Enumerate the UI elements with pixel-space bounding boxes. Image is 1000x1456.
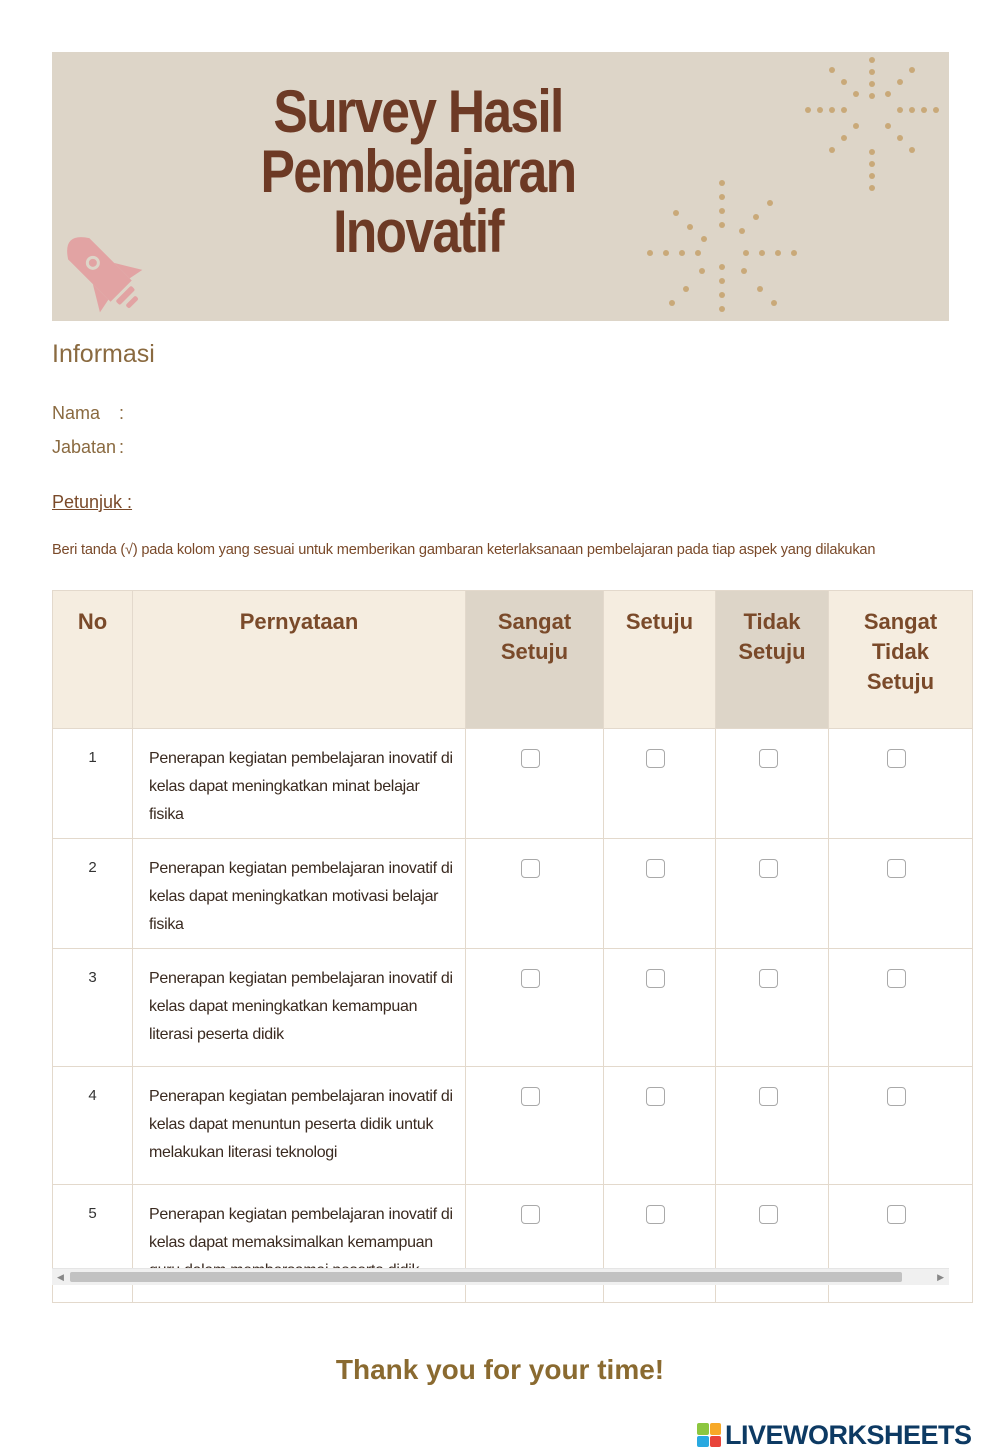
name-label: Nama (52, 403, 101, 423)
title-line-2: Pembelajaran Inovatif (260, 138, 576, 265)
checkbox-strongly-disagree[interactable] (887, 1087, 906, 1106)
checkbox-strongly-agree[interactable] (521, 859, 540, 878)
table-row (53, 949, 973, 1067)
checkbox-strongly-disagree[interactable] (887, 749, 906, 768)
header-no: No (53, 591, 133, 729)
survey-table-container[interactable] (52, 590, 949, 1268)
header-disagree: Tidak Setuju (716, 591, 829, 729)
checkbox-agree[interactable] (646, 969, 665, 988)
row-number: 2 (53, 839, 133, 949)
checkbox-strongly-disagree[interactable] (887, 859, 906, 878)
title-line-1: Survey Hasil (273, 78, 563, 145)
header-banner (52, 52, 949, 321)
checkbox-strongly-agree[interactable] (521, 1205, 540, 1224)
name-field (52, 403, 124, 424)
checkbox-disagree[interactable] (759, 1205, 778, 1224)
page-title (158, 78, 678, 265)
row-number: 3 (53, 949, 133, 1067)
row-statement: Penerapan kegiatan pembelajaran inovatif di kelas dapat meningkatkan kemampuan literasi peserta didik (133, 949, 466, 1067)
header-agree: Setuju (604, 591, 716, 729)
checkbox-agree[interactable] (646, 859, 665, 878)
survey-table (52, 590, 973, 1303)
info-heading: Informasi (52, 340, 155, 368)
liveworksheets-logo-icon (697, 1423, 721, 1447)
checkbox-strongly-disagree[interactable] (887, 969, 906, 988)
instructions-heading: Petunjuk : (52, 492, 133, 512)
table-row (53, 1067, 973, 1185)
sparkle-decoration-icon (802, 54, 942, 194)
logo-text: LIVEWORKSHEETS (725, 1419, 972, 1450)
thank-you-message: Thank you for your time! (335, 1354, 665, 1385)
checkbox-strongly-agree[interactable] (521, 749, 540, 768)
checkbox-strongly-agree[interactable] (521, 969, 540, 988)
name-separator: : (119, 403, 125, 423)
header-strongly-disagree: Sangat Tidak Setuju (829, 591, 973, 729)
row-number: 1 (53, 729, 133, 839)
table-header-row (53, 591, 973, 729)
checkbox-disagree[interactable] (759, 1087, 778, 1106)
checkbox-disagree[interactable] (759, 859, 778, 878)
sparkle-decoration-icon (642, 177, 802, 317)
checkbox-strongly-agree[interactable] (521, 1087, 540, 1106)
row-statement: Penerapan kegiatan pembelajaran inovatif di kelas dapat meningkatkan motivasi belajar fisika (133, 839, 466, 949)
instructions-text: Beri tanda (√) pada kolom yang sesuai untuk memberikan gambaran keterlaksanaan pembelajaran pada tiap aspek yang dilakukan (52, 542, 876, 558)
row-number: 5 (53, 1185, 133, 1303)
header-strongly-agree: Sangat Setuju (466, 591, 604, 729)
checkbox-agree[interactable] (646, 1205, 665, 1224)
table-row (53, 729, 973, 839)
row-statement: Penerapan kegiatan pembelajaran inovatif di kelas dapat menuntun peserta didik untuk melakukan literasi teknologi (133, 1067, 466, 1185)
checkbox-strongly-disagree[interactable] (887, 1205, 906, 1224)
position-field (52, 437, 124, 458)
checkbox-disagree[interactable] (759, 969, 778, 988)
header-statement: Pernyataan (133, 591, 466, 729)
row-number: 4 (53, 1067, 133, 1185)
scroll-right-arrow-icon[interactable]: ▶ (937, 1272, 944, 1282)
checkbox-agree[interactable] (646, 749, 665, 768)
checkbox-agree[interactable] (646, 1087, 665, 1106)
liveworksheets-logo[interactable] (697, 1420, 972, 1450)
horizontal-scrollbar[interactable] (52, 1268, 949, 1285)
checkbox-disagree[interactable] (759, 749, 778, 768)
rocket-icon (52, 222, 162, 322)
scrollbar-thumb[interactable] (70, 1272, 902, 1282)
position-label: Jabatan (52, 437, 117, 457)
row-statement: Penerapan kegiatan pembelajaran inovatif di kelas dapat memaksimalkan kemampuan (133, 1185, 466, 1303)
row-statement: Penerapan kegiatan pembelajaran inovatif di kelas dapat meningkatkan minat belajar fisika (133, 729, 466, 839)
table-row (53, 839, 973, 949)
scroll-left-arrow-icon[interactable]: ◀ (57, 1272, 64, 1282)
position-separator: : (119, 437, 125, 457)
